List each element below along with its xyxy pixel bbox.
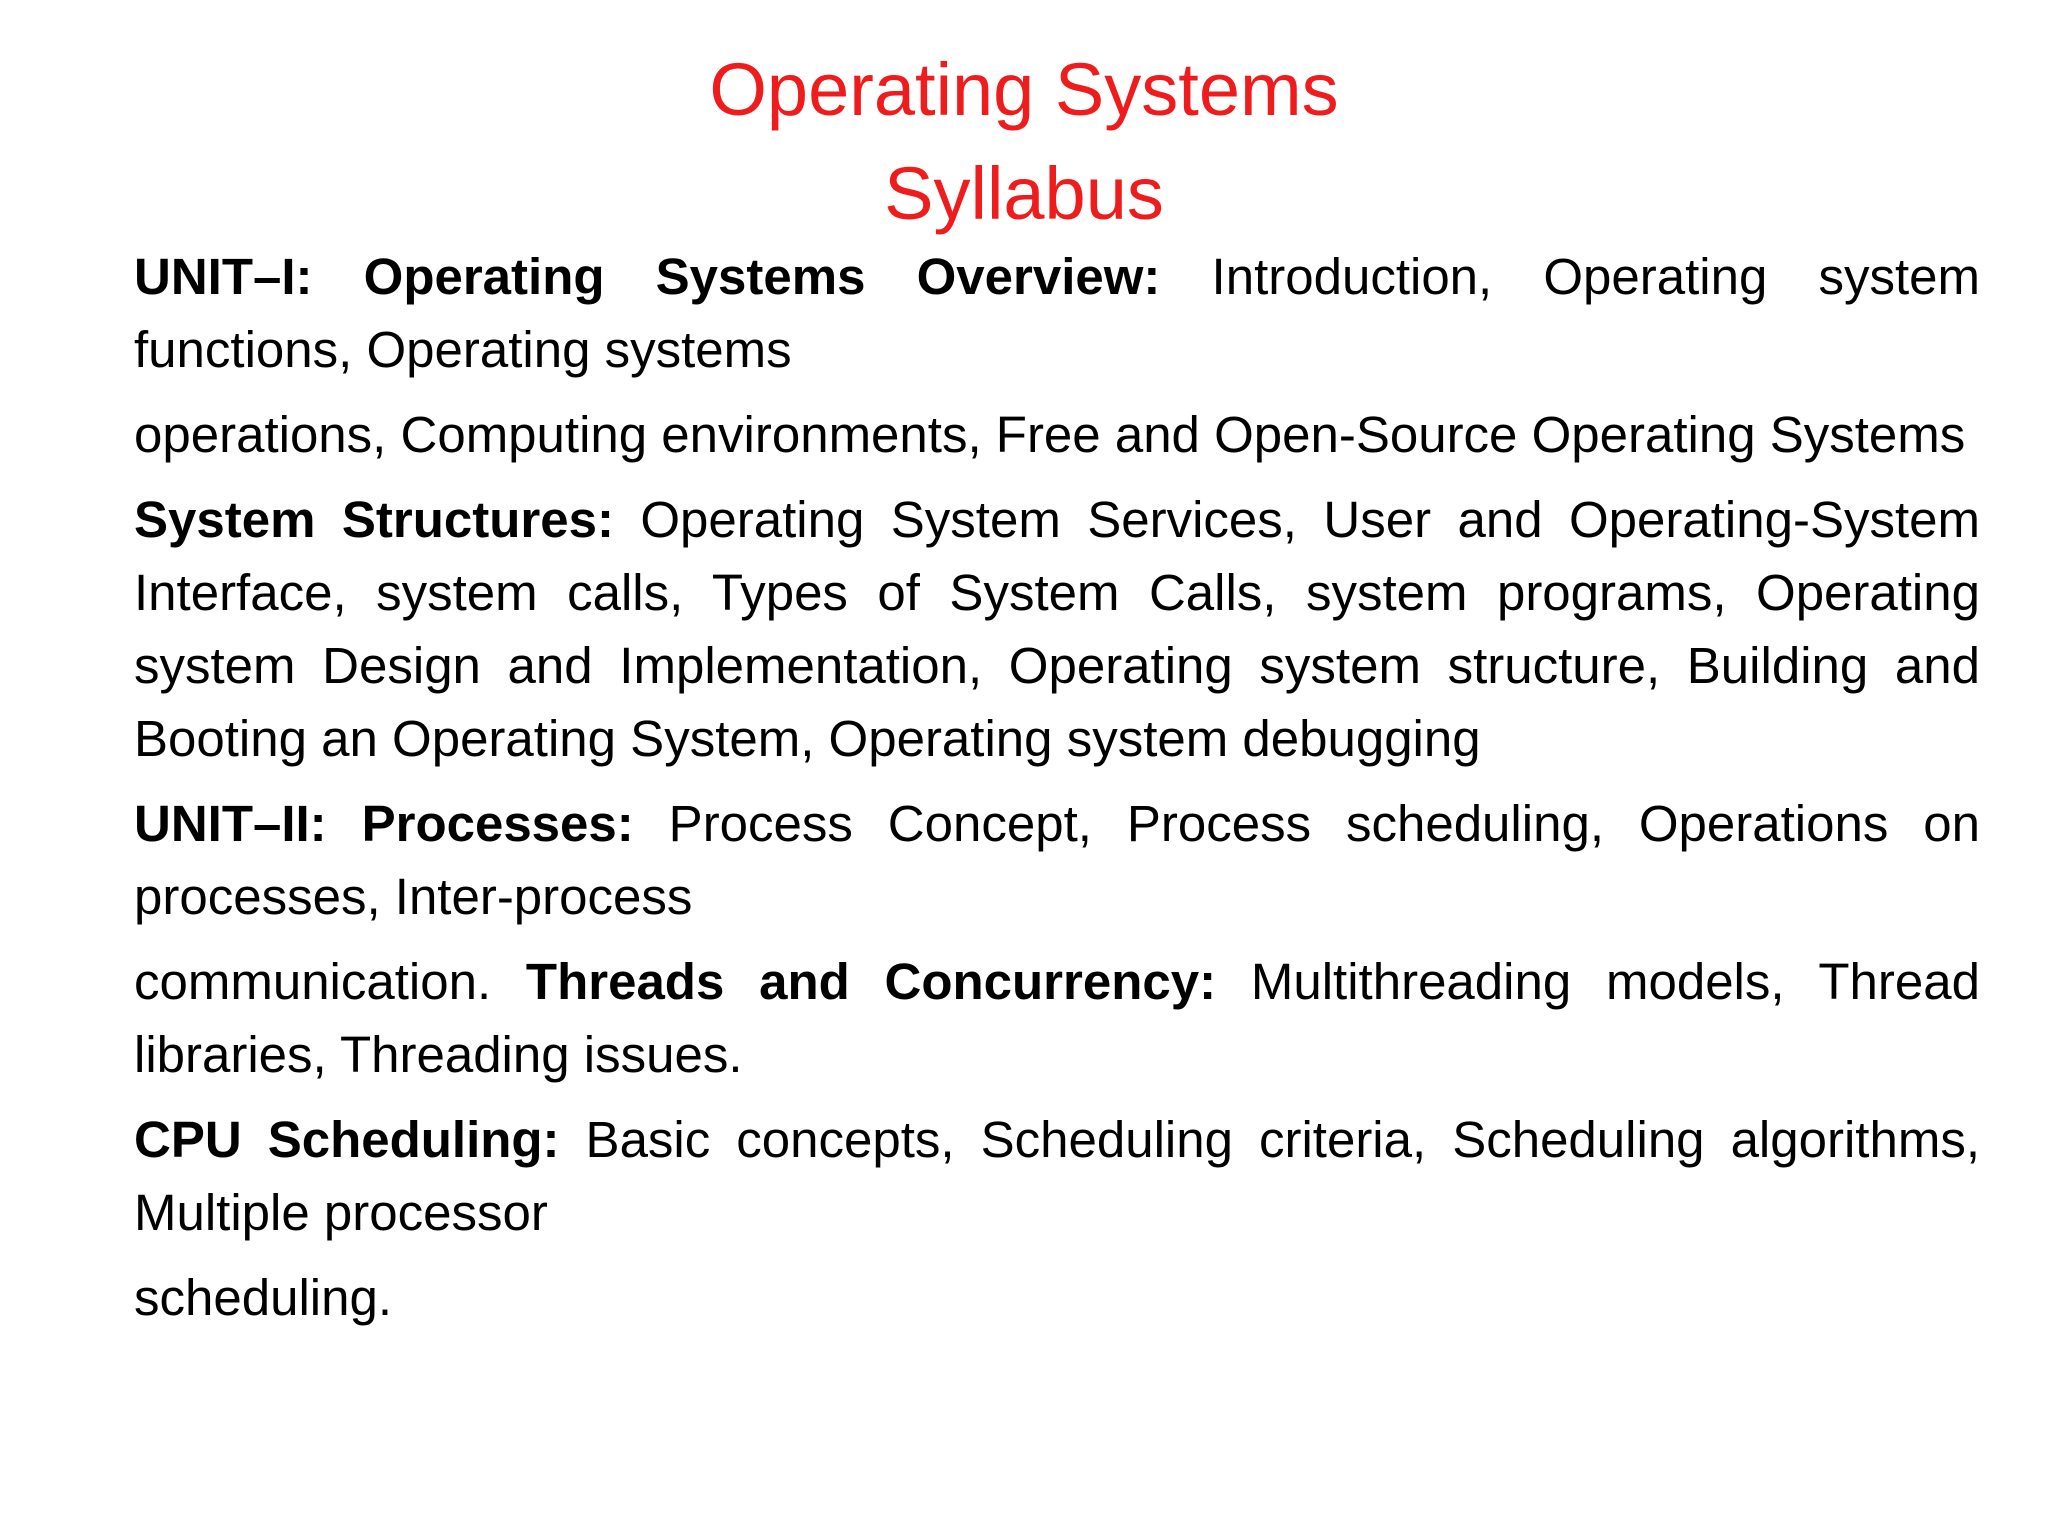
paragraph-text: operations, Computing environments, Free and Open-Source Operating Systems xyxy=(134,406,1966,463)
paragraph-text: Operating System Services, User and Operating-System Interface, system calls, Types of System Calls, system programs, Operating system Design and Implementation, Operating system structure, Building and Booting an Operating System, Operating system debugging xyxy=(134,491,1980,767)
syllabus-body xyxy=(134,240,1980,1346)
title-line-1: Operating Systems xyxy=(709,48,1339,131)
title-line-2: Syllabus xyxy=(884,152,1164,235)
paragraph-text: scheduling. xyxy=(134,1269,393,1326)
paragraph-system-structures xyxy=(134,483,1980,775)
paragraph-unit2-processes xyxy=(134,787,1980,933)
paragraph-threads xyxy=(134,945,1980,1091)
paragraph-cpu-continued xyxy=(134,1261,1980,1334)
paragraph-lead: communication. xyxy=(134,953,526,1010)
paragraph-text: Multithreading models, Thread libraries, Threading issues. xyxy=(134,953,1980,1083)
paragraph-unit1-continued xyxy=(134,398,1980,471)
paragraph-unit1-overview xyxy=(134,240,1980,386)
slide-title xyxy=(0,38,2048,246)
paragraph-text: Basic concepts, Scheduling criteria, Scheduling algorithms, Multiple processor xyxy=(134,1111,1980,1241)
paragraph-heading: Threads and Concurrency: xyxy=(525,953,1217,1010)
paragraph-heading: UNIT–II: Processes: xyxy=(134,795,634,852)
paragraph-heading: UNIT–I: Operating Systems Overview: xyxy=(134,248,1161,305)
paragraph-heading: CPU Scheduling: xyxy=(134,1111,560,1168)
paragraph-text: Process Concept, Process scheduling, Operations on processes, Inter-process xyxy=(134,795,1980,925)
paragraph-cpu-scheduling xyxy=(134,1103,1980,1249)
paragraph-heading: System Structures: xyxy=(134,491,614,548)
paragraph-text: Introduction, Operating system functions, Operating systems xyxy=(134,248,1980,378)
